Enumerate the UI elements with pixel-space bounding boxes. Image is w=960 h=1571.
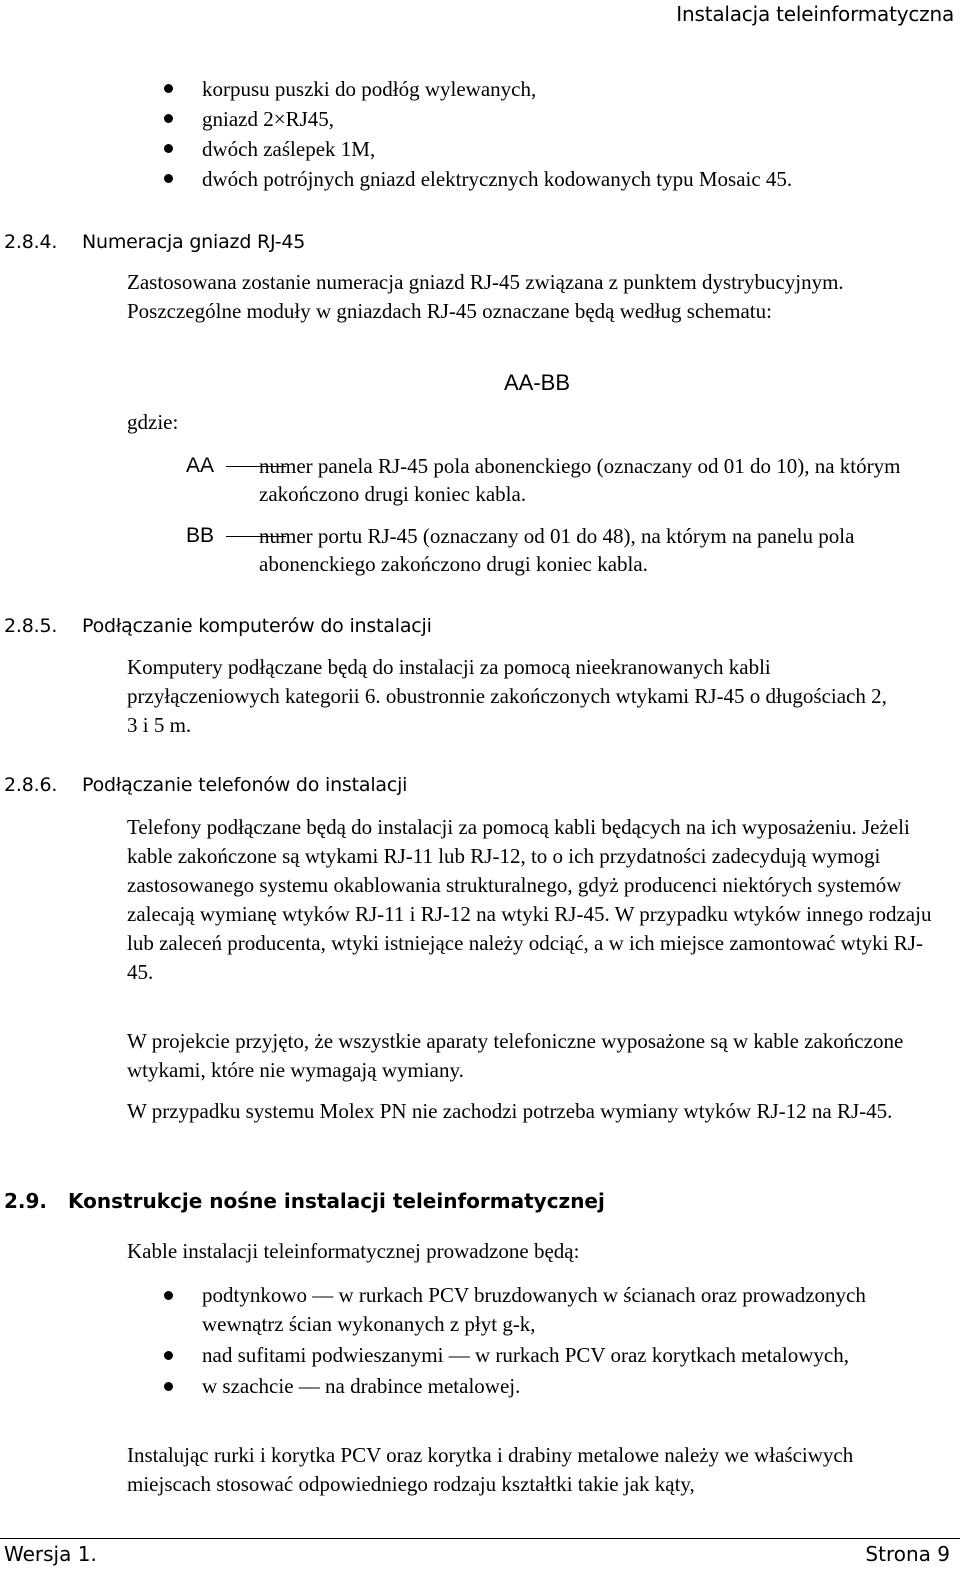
footer-page-number: Strona 9 [865, 1542, 950, 1566]
list-item: dwóch zaślepek 1M, [160, 134, 792, 164]
section-heading-2-8-6 [4, 774, 407, 796]
paragraph: W projekcie przyjęto, że wszystkie aparaty telefoniczne wyposażone są w kable zakończone wtykami, które nie wymagają wymiany. [127, 1029, 904, 1082]
em-dash [226, 466, 286, 467]
definition-aa [186, 452, 956, 508]
bullet-icon [164, 1351, 173, 1360]
bullet-icon [164, 144, 173, 153]
paragraph: Telefony podłączane będą do instalacji za pomocą kabli będących na ich wyposażeniu. Jeżeli kable zakończone są wtykami RJ-11 lub RJ-12, to o ich przydatności zadecydują wymogi zastosowanego systemu okablowania strukturalnego, gdyż producenci niektórych systemów zalecają wymianę wtyków RJ-11 i RJ-12 na wtyki RJ-45. W przypadku wtyków innego rodzaju lub zaleceń producenta, wtyki istniejące należy odciąć, a w ich miejsce zamontować wtyki RJ-45. [127, 815, 932, 984]
paragraph: Komputery podłączane będą do instalacji za pomocą nieekranowanych kabli przyłączeniowych kategorii 6. obustronnie zakończonych wtykami RJ-45 o długościach 2, 3 i 5 m. [127, 655, 887, 737]
numbering-schema: AA-BB [504, 370, 571, 395]
section-number: 2.8.6. [4, 774, 58, 796]
em-dash [226, 536, 286, 537]
bullet-list-routing [160, 1281, 920, 1403]
section-heading-2-8-5 [4, 615, 432, 637]
footer-version: Wersja 1. [4, 1542, 97, 1566]
list-item: nad sufitami podwieszanymi — w rurkach PCV oraz korytkach metalowych, [160, 1341, 920, 1370]
paragraph: Kable instalacji teleinformatycznej prowadzone będą: [127, 1239, 580, 1263]
section-title: Numeracja gniazd RJ-45 [82, 231, 306, 253]
list-item: dwóch potrójnych gniazd elektrycznych kodowanych typu Mosaic 45. [160, 164, 792, 194]
section-title: Podłączanie telefonów do instalacji [82, 774, 408, 796]
list-item: w szachcie — na drabince metalowej. [160, 1372, 920, 1401]
section-title: Podłączanie komputerów do instalacji [82, 615, 432, 637]
bullet-list-components [160, 74, 792, 194]
paragraph: W przypadku systemu Molex PN nie zachodzi potrzeba wymiany wtyków RJ-12 na RJ-45. [127, 1099, 893, 1123]
bullet-icon [164, 84, 173, 93]
paragraph: Instalując rurki i korytka PCV oraz korytka i drabiny metalowe należy we właściwych miejscach stosować odpowiedniego rodzaju kształtki takie jak kąty, [127, 1443, 854, 1496]
where-label: gdzie: [127, 410, 179, 434]
section-heading-2-8-4 [4, 231, 305, 253]
definition-term: AA [186, 454, 215, 477]
definition-bb [186, 522, 956, 578]
section-heading-2-9 [4, 1189, 605, 1213]
footer-rule [0, 1538, 960, 1539]
bullet-icon [164, 174, 173, 183]
section-title: Konstrukcje nośne instalacji teleinformatycznej [68, 1189, 605, 1213]
list-item: korpusu puszki do podłóg wylewanych, [160, 74, 792, 104]
definition-text: numer portu RJ-45 (oznaczany od 01 do 48), na którym na panelu pola abonenckiego zakończono drugi koniec kabla. [259, 524, 855, 576]
bullet-icon [164, 114, 173, 123]
running-header: Instalacja teleinformatyczna [676, 2, 954, 26]
bullet-icon [164, 1291, 173, 1300]
list-item: podtynkowo — w rurkach PCV bruzdowanych w ścianach oraz prowadzonych wewnątrz ścian wykonanych z płyt g-k, [160, 1281, 920, 1339]
definition-term: BB [186, 524, 215, 547]
section-number: 2.9. [4, 1189, 48, 1213]
bullet-icon [164, 1382, 173, 1391]
section-number: 2.8.5. [4, 615, 58, 637]
section-number: 2.8.4. [4, 231, 58, 253]
definition-text: numer panela RJ-45 pola abonenckiego (oznaczany od 01 do 10), na którym zakończono drugi koniec kabla. [259, 454, 901, 506]
list-item: gniazd 2×RJ45, [160, 104, 792, 134]
paragraph: Zastosowana zostanie numeracja gniazd RJ-45 związana z punktem dystrybucyjnym. Poszczególne moduły w gniazdach RJ-45 oznaczane będą według schematu: [127, 270, 844, 323]
